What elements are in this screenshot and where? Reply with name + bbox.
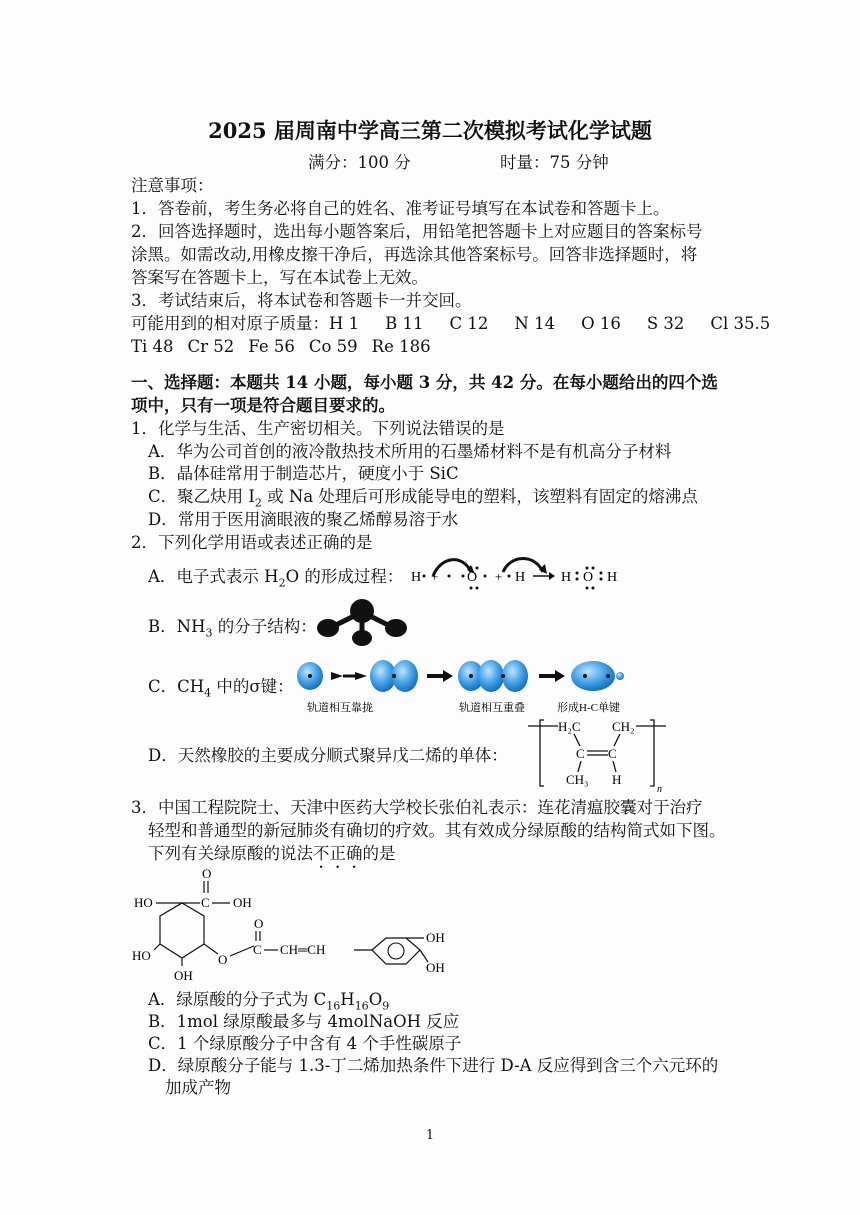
nucleus — [308, 674, 312, 678]
benzene-ring — [372, 938, 420, 964]
nucleus — [501, 674, 505, 678]
electron-dot — [508, 575, 511, 578]
mass-item: Cl 35.5 — [710, 314, 771, 333]
note-line: 3．考试结束后，将本试卷和答题卡一并交回。 — [131, 291, 472, 310]
note-line: 1．答卷前，考生务必将自己的姓名、准考证号填写在本试卷和答题卡上。 — [131, 199, 670, 218]
h-atom — [317, 619, 339, 637]
q3-a-text: A．绿原酸的分子式为 C — [148, 990, 327, 1009]
atom-o: O — [202, 866, 212, 881]
q3-a-text: H — [340, 990, 355, 1009]
p-orbital-lobe — [502, 660, 528, 692]
q1-option-b: B．晶体硅常用于制造芯片，硬度小于 SiC — [148, 464, 459, 483]
mass-item: Re 186 — [371, 337, 431, 356]
approach-arrow — [331, 672, 343, 680]
note-line: 答案写在答题卡上，写在本试卷上无效。 — [131, 268, 428, 287]
atom-h: H — [561, 570, 572, 585]
q3-a-text: O — [368, 990, 383, 1009]
left-bracket — [540, 720, 544, 786]
q2-c-text: C．CH — [148, 677, 205, 696]
q2-option-b — [148, 616, 317, 644]
group-oh: OH — [426, 960, 445, 975]
electron-dot — [586, 587, 589, 590]
bond — [613, 761, 616, 772]
q2-c-text: 中的σ键： — [211, 677, 294, 696]
group-oh: OH — [426, 930, 445, 945]
electron-dot — [600, 572, 603, 575]
orbital-caption: 轨道相互靠拢 — [307, 702, 373, 714]
q2-b-text: 的分子结构： — [212, 617, 317, 636]
q2-c-sub: 4 — [204, 686, 212, 700]
orbital-caption: 轨道相互重叠 — [459, 702, 525, 714]
electron-dot — [470, 587, 473, 590]
atom-o: O — [467, 570, 478, 585]
mass-item: B 11 — [385, 314, 424, 333]
electron-dot — [462, 575, 465, 578]
electron-dot — [423, 575, 426, 578]
electron-arrow — [433, 560, 471, 576]
cyclohexane-ring — [160, 903, 204, 958]
orbital-caption: 形成H-C单键 — [557, 702, 620, 714]
sigma-bond-orbital-diagram — [295, 656, 640, 718]
electron-dot — [600, 578, 603, 581]
nucleus — [469, 674, 473, 678]
q3-option-d: 加成产物 — [165, 1078, 231, 1097]
section-heading: 一、选择题：本题共 14 小题，每小题 3 分，共 42 分。在每小题给出的四个选 — [131, 373, 718, 392]
q2-option-c — [148, 676, 294, 704]
small-lobe — [616, 672, 624, 680]
atom-c: C — [253, 942, 262, 957]
p-orbital-lobe — [478, 660, 504, 692]
bond — [154, 944, 160, 950]
q2-option-a — [148, 566, 403, 594]
note-line: 2．回答选择题时，选出每小题答案后，用铅笔把答题卡上对应题目的答案标号 — [131, 222, 703, 241]
group-h2c: H₂C — [558, 719, 581, 734]
electron-dot — [476, 567, 479, 570]
q1-option-a: A．华为公司首创的液冷散热技术所用的石墨烯材料不是有机高分子材料 — [148, 442, 672, 461]
q1-c-text: C．聚乙炔用 I — [148, 487, 255, 506]
nh3-ball-stick-model — [312, 598, 412, 648]
q2-a-sub: 2 — [278, 576, 286, 590]
electron-dot — [476, 587, 479, 590]
mass-item: Co 59 — [308, 337, 358, 356]
mass-item: S 32 — [646, 314, 685, 333]
page-title: 2025 届周南中学高三第二次模拟考试化学试题 — [208, 118, 652, 143]
group-ch-ch: CH═CH — [280, 942, 326, 957]
plus-sign: + — [431, 569, 439, 584]
atom-o: O — [254, 916, 264, 931]
atomic-masses-line2 — [131, 336, 457, 358]
atom-h: H — [612, 772, 622, 787]
time-limit: 时量：75 分钟 — [500, 153, 609, 172]
electron-dot — [592, 567, 595, 570]
mass-item: C 12 — [449, 314, 489, 333]
atom-c: C — [608, 746, 617, 761]
q3-emphasis: 不正确 — [313, 844, 363, 863]
plus-sign: + — [495, 569, 503, 584]
notes-heading: 注意事项： — [131, 176, 214, 195]
q3-stem: 轻型和普通型的新冠肺炎有确切的疗效。其有效成分绿原酸的结构简式如下图。 — [148, 821, 726, 840]
group-ho: HO — [134, 895, 153, 910]
aromatic-circle — [388, 943, 404, 959]
q1-c-text: 或 Na 处理后可形成能导电的塑料，该塑料有固定的熔沸点 — [261, 487, 698, 506]
group-oh: OH — [233, 895, 252, 910]
q3-stem: 3．中国工程院院士、天津中医药大学校长张伯礼表示：连花清瘟胶囊对于治疗 — [131, 798, 703, 817]
electron-dot — [470, 567, 473, 570]
q3-stem-text: 的是 — [362, 844, 396, 863]
process-arrow — [555, 670, 565, 682]
q3-option-d: D．绿原酸分子能与 1.3-丁二烯加热条件下进行 D-A 反应得到含三个六元环的 — [148, 1056, 719, 1075]
q2-option-d: D．天然橡胶的主要成分顺式聚异戊二烯的单体： — [148, 746, 508, 765]
q3-a-sub: 16 — [326, 999, 341, 1013]
group-ch3: CH₃ — [566, 772, 589, 787]
repeat-n: n — [657, 784, 662, 794]
atom-o: O — [218, 952, 228, 967]
mass-item: H 1 — [329, 314, 360, 333]
h-atom — [385, 619, 407, 637]
n-atom — [350, 599, 374, 623]
atomic-masses-label: 可能用到的相对原子质量： — [131, 314, 329, 333]
q2-stem: 2．下列化学用语或表述正确的是 — [131, 533, 373, 552]
group-ch2: CH₂ — [612, 719, 635, 734]
reaction-arrow-head — [549, 572, 555, 580]
nucleus — [606, 674, 610, 678]
mass-item: O 16 — [581, 314, 621, 333]
full-score: 满分：100 分 — [308, 153, 411, 172]
right-bracket — [650, 720, 654, 786]
q2-a-text: O 的形成过程： — [285, 567, 404, 586]
group-oh: OH — [174, 968, 193, 983]
polyisoprene-structure — [520, 712, 680, 794]
electron-dot — [484, 575, 487, 578]
q3-option-b: B．1mol 绿原酸最多与 4molNaOH 反应 — [148, 1012, 460, 1031]
q1-stem: 1．化学与生活、生产密切相关。下列说法错误的是 — [131, 419, 505, 438]
atom-h: H — [411, 570, 422, 585]
bond — [230, 946, 254, 956]
mass-item: Cr 52 — [187, 337, 235, 356]
electron-dot — [448, 575, 451, 578]
nucleus — [392, 674, 396, 678]
approach-arrow — [355, 672, 367, 680]
q3-a-sub: 9 — [382, 999, 390, 1013]
q2-b-text: B．NH — [148, 617, 206, 636]
mass-item: N 14 — [514, 314, 556, 333]
q1-option-d: D．常用于医用滴眼液的聚乙烯醇易溶于水 — [148, 510, 459, 529]
h-atom — [352, 630, 372, 646]
chlorogenic-acid-structure — [130, 866, 460, 986]
q1-c-sub: 2 — [254, 496, 262, 510]
q2-a-text: A．电子式表示 H — [148, 567, 279, 586]
note-line: 涂黑。如需改动,用橡皮擦干净后，再选涂其他答案标号。回答非选择题时，将 — [131, 245, 698, 264]
bond — [578, 761, 581, 772]
bond — [574, 734, 580, 746]
group-ho: HO — [132, 948, 151, 963]
atom-o: O — [583, 570, 594, 585]
nucleus — [583, 674, 587, 678]
bond — [614, 734, 620, 746]
mass-item: Ti 48 — [131, 337, 174, 356]
atomic-masses-line1 — [131, 313, 770, 335]
atom-c: C — [201, 895, 210, 910]
q3-stem-text: 下列有关绿原酸的说法 — [148, 844, 313, 863]
h2o-electron-formation-diagram — [405, 552, 640, 594]
section-heading: 项中，只有一项是符合题目要求的。 — [131, 396, 395, 415]
atom-h: H — [515, 570, 526, 585]
electron-dot — [586, 567, 589, 570]
bond — [204, 944, 218, 954]
q3-a-sub: 16 — [354, 999, 369, 1013]
atom-h: H — [607, 570, 618, 585]
atom-c: C — [576, 746, 585, 761]
electron-dot — [576, 578, 579, 581]
electron-dot — [576, 572, 579, 575]
electron-dot — [592, 587, 595, 590]
mass-item: Fe 56 — [248, 337, 295, 356]
q3-option-c: C．1 个绿原酸分子中含有 4 个手性碳原子 — [148, 1034, 462, 1053]
process-arrow — [443, 670, 453, 682]
q2-b-sub: 3 — [205, 626, 213, 640]
page-number: 1 — [425, 1128, 435, 1143]
